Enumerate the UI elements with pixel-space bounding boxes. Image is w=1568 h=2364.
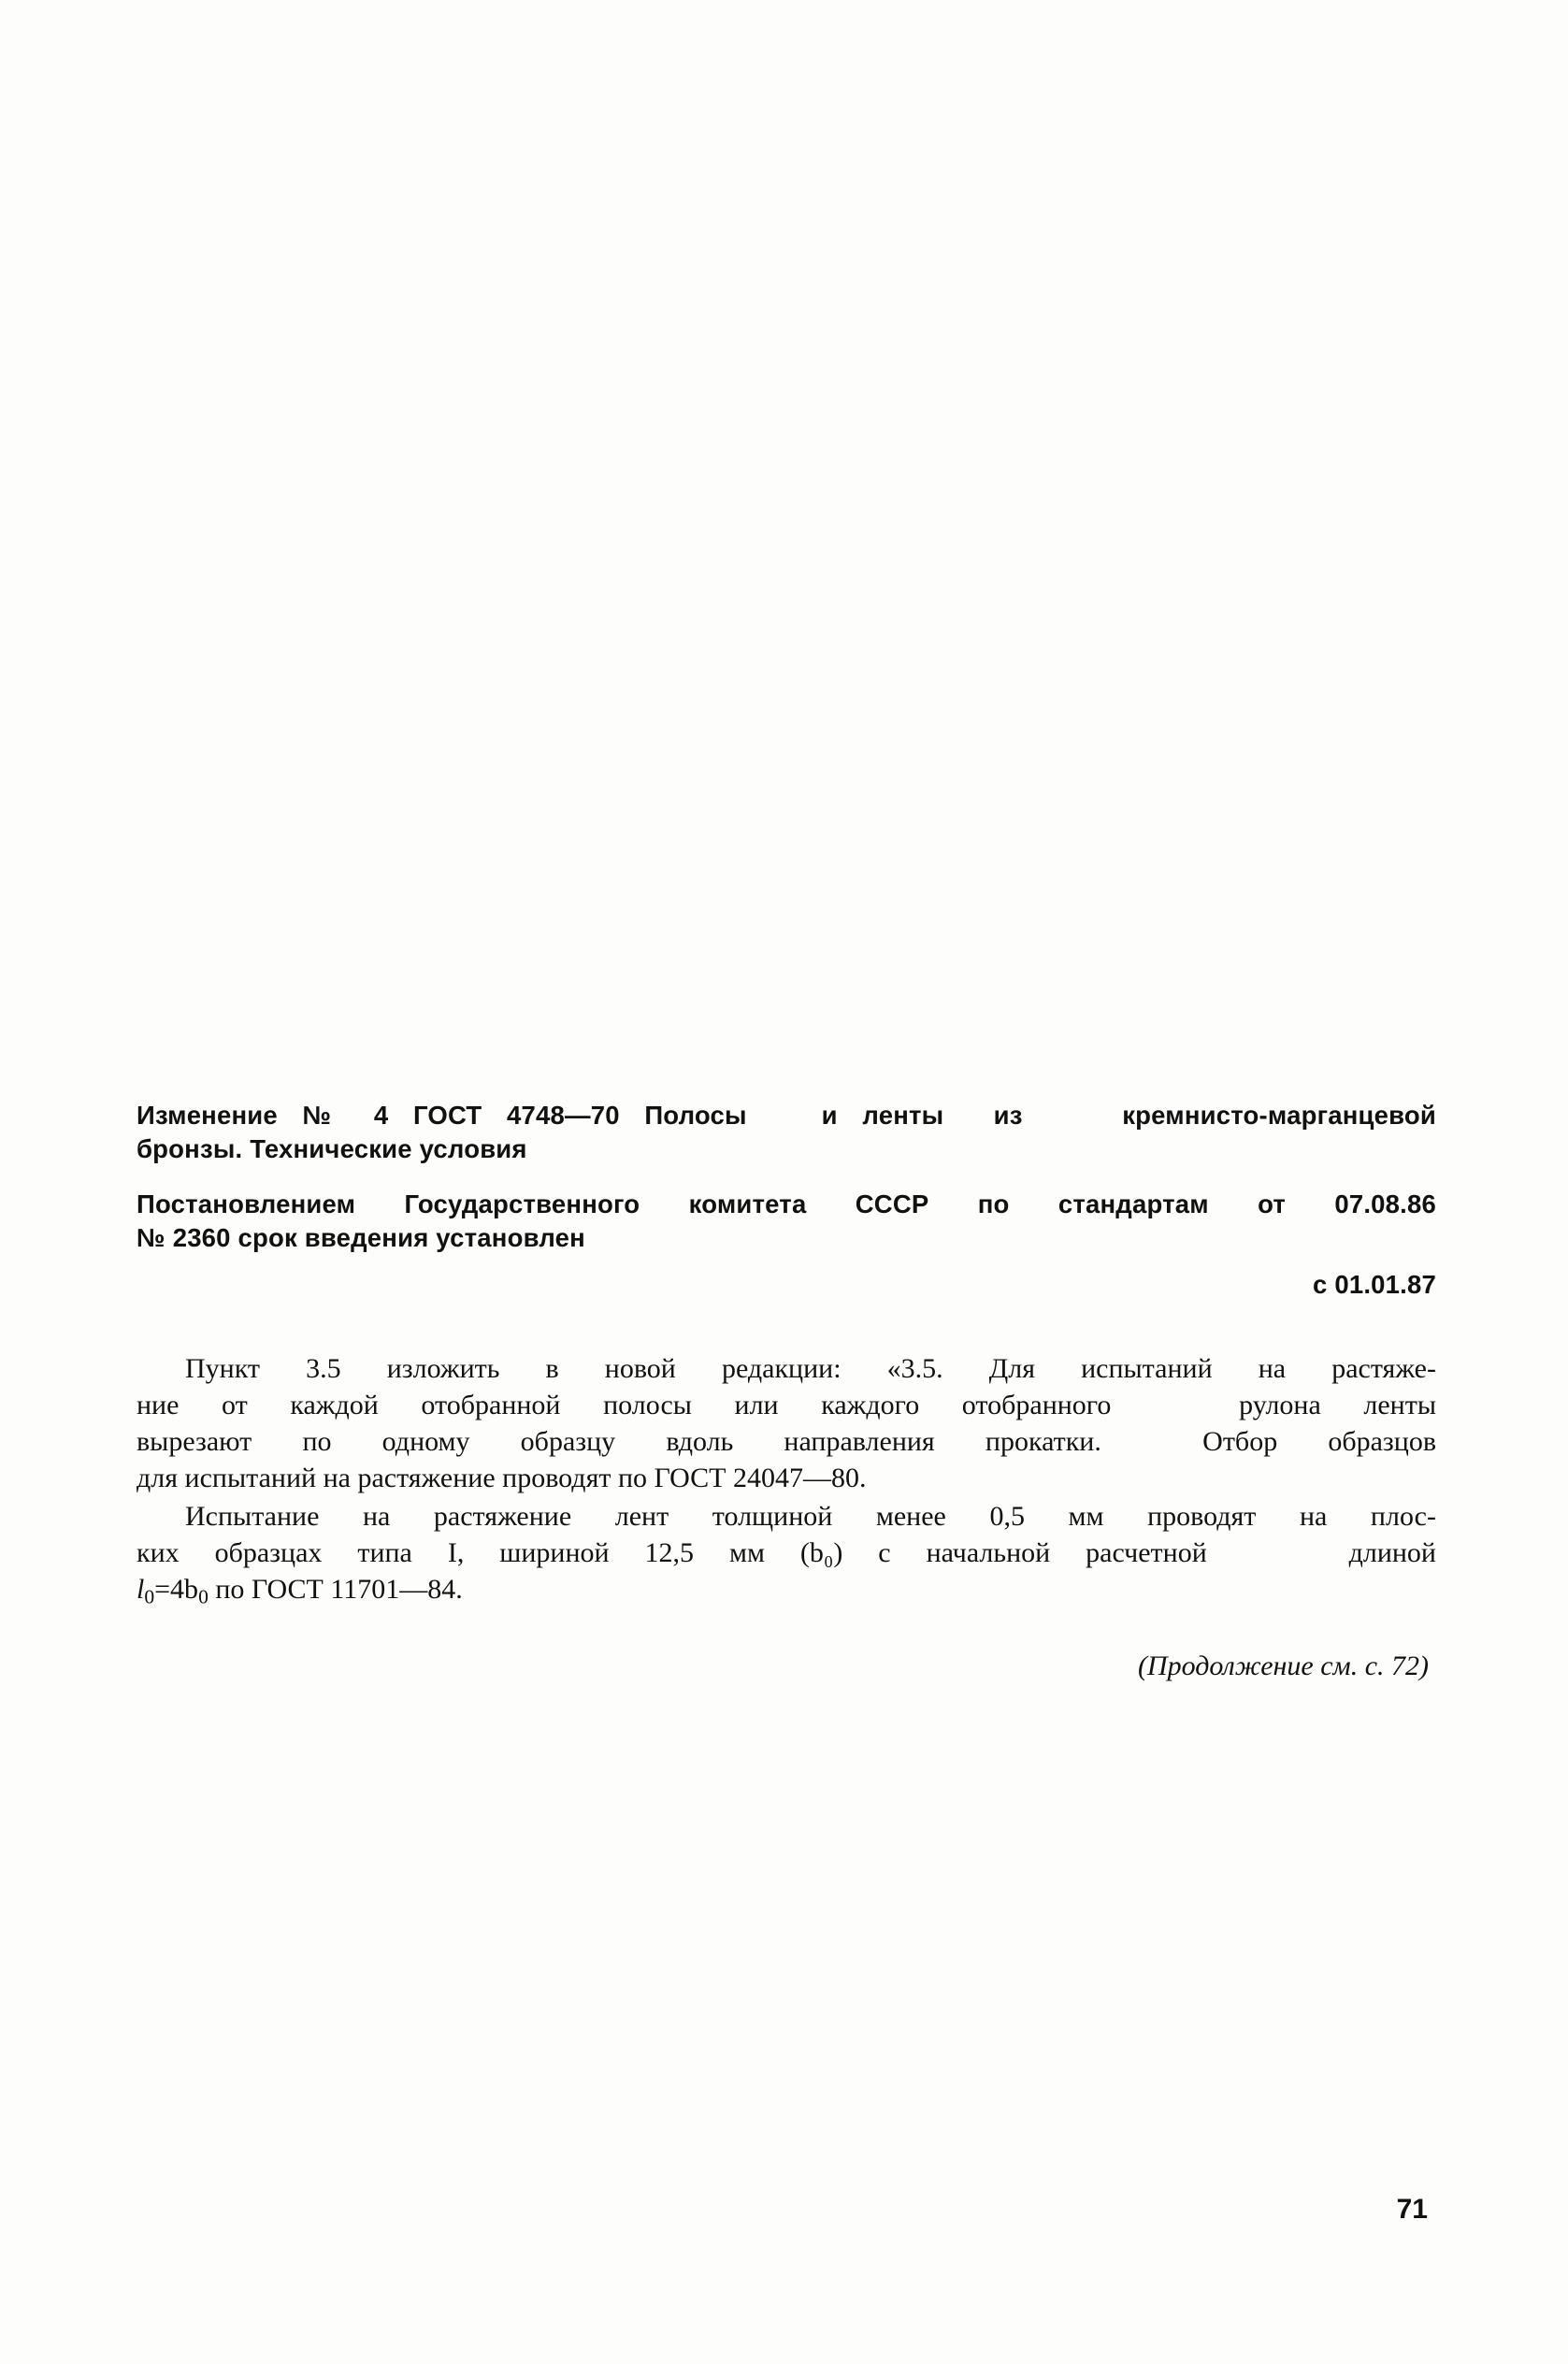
- paragraph2-line-3: [137, 1571, 1436, 1609]
- paragraph1-line-3: вырезают по одному образцу вдоль направления прокатки. Отбор образцов: [137, 1426, 1436, 1458]
- page-number: 71: [1396, 2194, 1428, 2225]
- paragraph2-line-2: ких образцах типа I, шириной 12,5 мм (b₀) с начальной расчетной длиной: [137, 1537, 1436, 1569]
- paragraph1-line-1: [137, 1350, 1436, 1387]
- paragraph2-line-1: [137, 1498, 1436, 1535]
- effective-date: с 01.01.87: [1313, 1270, 1436, 1300]
- heading-line-1: Изменение № 4 ГОСТ 4748—70 Полосы и ленты из кремнисто-марганцевой: [137, 1101, 1436, 1130]
- paragraph1-line-2: ние от каждой отобранной полосы или каждого отобранного рулона ленты: [137, 1390, 1436, 1421]
- continuation-note: (Продолжение см. с. 72): [1137, 1650, 1429, 1681]
- paragraph2-line-1-text: Испытание на растяжение лент толщиной менее 0,5 мм проводят на плос-: [185, 1501, 1436, 1533]
- document-content: [137, 1099, 1436, 1684]
- symbol-b-subscript: 0: [198, 1585, 209, 1608]
- formula-mid: =4b: [154, 1574, 199, 1606]
- amendment-body: [137, 1350, 1436, 1683]
- heading-line-4: № 2360 срок введения установлен: [137, 1222, 585, 1252]
- heading-line-2: бронзы. Технические условия: [137, 1134, 527, 1164]
- paragraph1-line-1-text: Пункт 3.5 изложить в новой редакции: «3.5. Для испытаний на растяже-: [185, 1353, 1436, 1385]
- heading-line-3: Постановлением Государственного комитета СССР по стандартам от 07.08.86: [137, 1189, 1436, 1218]
- symbol-l: l: [137, 1574, 145, 1606]
- symbol-l-subscript: 0: [144, 1585, 155, 1608]
- heading-gap: [137, 1167, 1436, 1188]
- paragraph1-line-4: для испытаний на растяжение проводят по ГОСТ 24047—80.: [137, 1463, 867, 1494]
- amendment-heading: [137, 1099, 1436, 1302]
- formula-suffix: по ГОСТ 11701—84.: [208, 1574, 463, 1606]
